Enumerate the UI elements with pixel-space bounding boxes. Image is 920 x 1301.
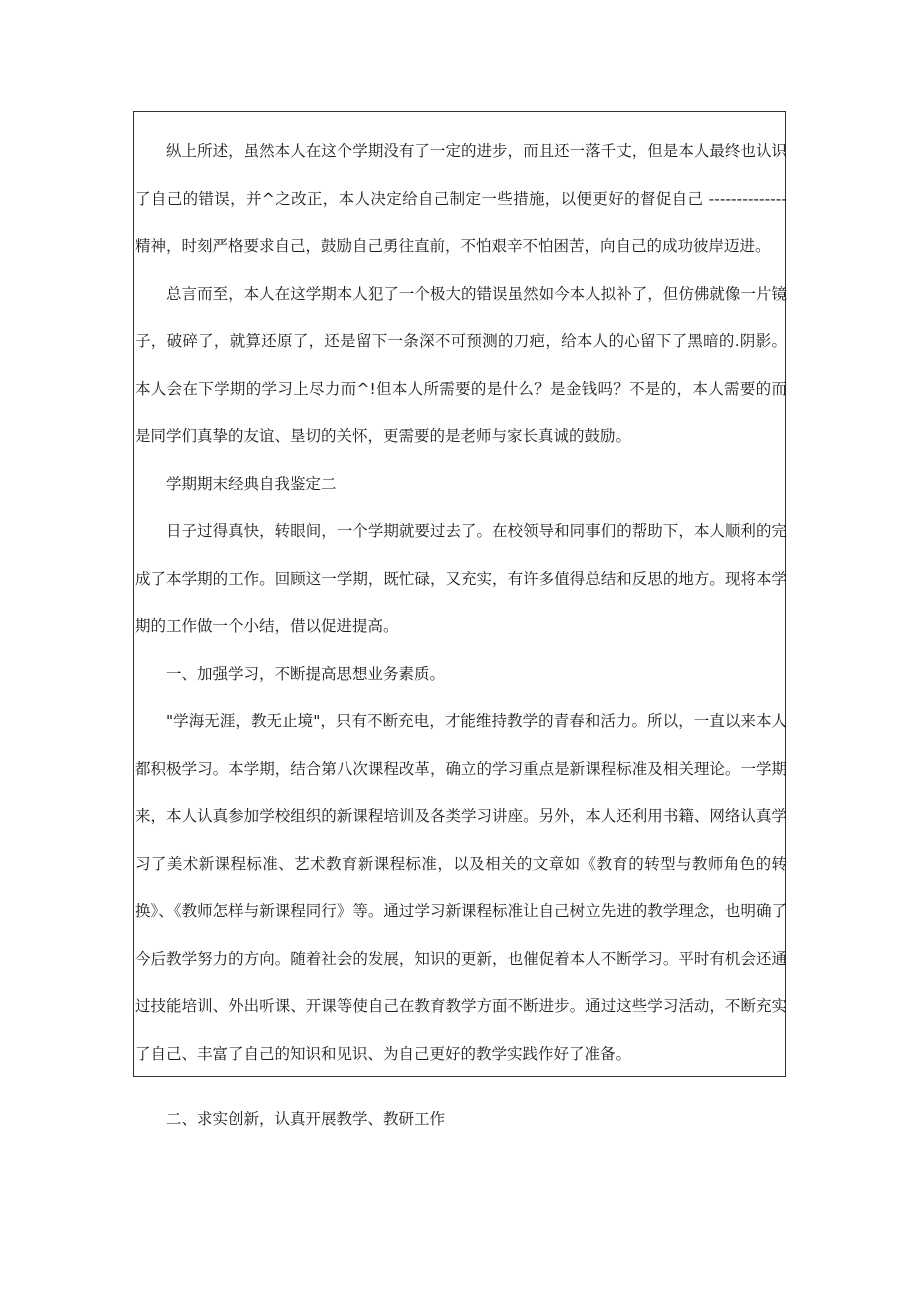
heading-one: 一、加强学习，不断提高思想业务素质。 [166, 664, 446, 683]
section-title: 学期期末经典自我鉴定二 [166, 474, 337, 493]
paragraph-intro: 日子过得真快，转眼间，一个学期就要过去了。在校领导和同事们的帮助下，本人顺利的完成了本学期的工作。回顾这一学期，既忙碌，又充实，有许多值得总结和反思的地方。现将本学期的工作做一个小结，借以促进提高。 [135, 522, 787, 635]
heading-two: 二、求实创新，认真开展教学、教研工作 [166, 1110, 446, 1128]
paragraph-summary: 纵上所述，虽然本人在这个学期没有了一定的进步，而且还一落千丈，但是本人最终也认识了自己的错误，并^之改正，本人决定给自己制定一些措施，以便更好的督促自己 --------------精神，时刻严格要求自己，鼓励自己勇往直前，不怕艰辛不怕困苦，向自己的成功彼岸迈进。 [135, 142, 787, 255]
paragraph-study: "学海无涯，教无止境"，只有不断充电，才能维持教学的青春和活力。所以，一直以来本人都积极学习。本学期，结合第八次课程改革，确立的学习重点是新课程标准及相关理论。一学期来，本人认真参加学校组织的新课程培训及各类学习讲座。另外，本人还利用书籍、网络认真学习了美术新课程标准、艺术教育新课程标准，以及相关的文章如《教育的转型与教师角色的转换》、《教师怎样与新课程同行》等。通过学习新课程标准让自己树立先进的教学理念，也明确了今后教学努力的方向。随着社会的发展，知识的更新，也催促着本人不断学习。平时有机会还通过技能培训、外出听课、开课等使自己在教育教学方面不断进步。通过这些学习活动，不断充实了自己、丰富了自己的知识和见识、为自己更好的教学实践作好了准备。 [135, 712, 787, 1063]
framed-content [135, 128, 787, 1078]
paragraph-conclusion: 总言而至，本人在这学期本人犯了一个极大的错误虽然如今本人拟补了，但仿佛就像一片镜子，破碎了，就算还原了，还是留下一条深不可预测的刀疤，给本人的心留下了黑暗的.阴影。本人会在下学期的学习上尽力而^!但本人所需要的是什么？是金钱吗？不是的，本人需要的而是同学们真挚的友谊、垦切的关怀，更需要的是老师与家长真诚的鼓励。 [135, 284, 787, 445]
